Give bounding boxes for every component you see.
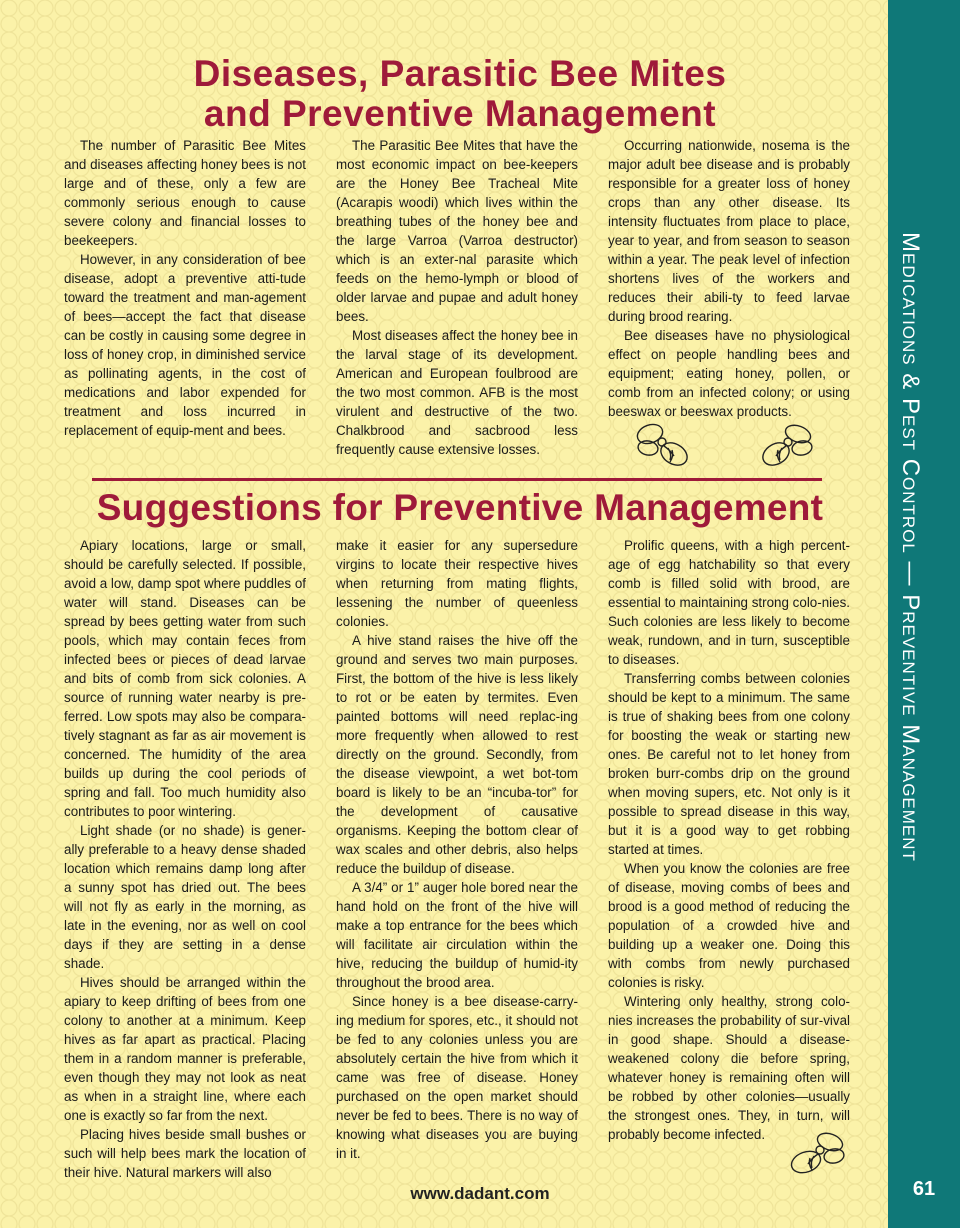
paragraph: Most diseases affect the honey bee in the larval stage of its development. American and European foulbrood are the two most common. AFB is the most virulent and destructive of the two. Chalkbrood and sacbrood less frequently cause extensive losses.: [336, 328, 578, 457]
paragraph: Wintering only healthy, strong colo-nies increases the probability of sur-vival in good shape. Should a disease-weakened colony die before spring, whatever honey is remaining often will be robbed by other colonies—usually the strongest ones. They, in turn, will probably become infected.: [608, 994, 850, 1142]
paragraph: When you know the colonies are free of disease, moving combs of bees and brood is a good method of reducing the population of a crowded hive and building up a weaker one. Doing this with combs from newly purchased colonies is risky.: [608, 861, 850, 990]
paragraph: A 3/4” or 1” auger hole bored near the hand hold on the front of the hive will make a top entrance for the bees which will facilitate air circulation within the hive, reducing the buildup of humid-ity throughout the brood area.: [336, 880, 578, 990]
bee-icon: [786, 1130, 850, 1180]
paragraph: A hive stand raises the hive off the ground and serves two main purposes. First, the bottom of the hive is less likely to rot or be eaten by termites. Even painted bottoms will need replac-ing more frequently when allowed to rest directly on the ground. Secondly, from the disease viewpoint, a wet bot-tom board is likely to be an “incuba-tor” for the development of causative organisms. Keeping the bottom clear of wax scales and other debris, also helps reduce the buildup of disease.: [336, 633, 578, 876]
bee-icon: [632, 420, 694, 472]
paragraph: Since honey is a bee disease-carry-ing medium for spores, etc., it should not be fed to any colonies unless you are absolutely certain the hive from which it came was free of disease. Honey purchased on the open market should never be fed to bees. There is no way of knowing what diseases you are buying in it.: [336, 994, 578, 1161]
section-divider: [92, 478, 822, 481]
section2-column-1: [64, 536, 306, 1182]
paragraph: Occurring nationwide, nosema is the major adult bee disease and is probably responsible for a greater loss of honey crops than any other disease. Its intensity fluctuates from place to place, year to year, and from season to season within a year. The peak level of infection shortens lives of the workers and reduces their abili-ty to feed larvae during brood rearing.: [608, 138, 850, 324]
paragraph: Bee diseases have no physiological effect on people handling bees and equipment; eating honey, pollen, or comb from an infected colony; or using beeswax or beeswax products.: [608, 328, 850, 419]
paragraph: The number of Parasitic Bee Mites and diseases affecting honey bees is not large and of these, only a few are commonly serious enough to cause severe colony and financial losses to beekeepers.: [64, 138, 306, 248]
paragraph: Light shade (or no shade) is gener-ally preferable to a heavy dense shaded location which remains damp long after a sunny spot has dried out. The bees will not fly as early in the morning, as late in the evening, nor as well on cool days if they are setting in a dense shade.: [64, 823, 306, 971]
bee-icon: [756, 422, 818, 472]
paragraph: Apiary locations, large or small, should be carefully selected. If possible, avoid a low, damp spot where puddles of water will stand. Diseases can be spread by bees getting water from such pools, which may contain feces from infected bees or pieces of dead larvae and bits of comb from sick colonies. A source of running water nearby is pre-ferred. Low spots may also be compara-tively stagnant as far as air movement is concerned. The humidity of the area builds up during the cool periods of spring and fall. Too much humidity also contributes to poor wintering.: [64, 538, 306, 819]
section2-title: Suggestions for Preventive Management: [96, 487, 824, 528]
paragraph: Prolific queens, with a high percent-age of egg hatchability so that every comb is filled solid with brood, are essential to maintaining strong colo-nies. Such colonies are less likely to become weak, rundown, and in turn, susceptible to diseases.: [608, 538, 850, 667]
section1-title-line2: and Preventive Management: [203, 93, 717, 134]
paragraph: The Parasitic Bee Mites that have the most economic impact on bee-keepers are the Honey Bee Tracheal Mite (Acarapis woodi) which lives within the breathing tubes of the honey bee and the large Varroa (Varroa destructor) which is an exter-nal parasite which feeds on the hemo-lymph or blood of older larvae and pupae and adult honey bees.: [336, 138, 578, 324]
section1-column-3: [608, 136, 850, 421]
section1-column-2: [336, 136, 578, 459]
paragraph: make it easier for any supersedure virgins to locate their respective hives when returning from mating flights, lessening the number of queenless colonies.: [336, 538, 578, 629]
paragraph: Hives should be arranged within the apiary to keep drifting of bees from one colony to another at a minimum. Keep hives as far apart as practical. Placing them in a random manner is preferable, even though they may not look as neat as when in a straight line, where each one is exactly so far from the next.: [64, 975, 306, 1123]
section1-title: [100, 54, 820, 134]
section2-column-2: [336, 536, 578, 1163]
section1-title-line1: Diseases, Parasitic Bee Mites: [193, 53, 727, 94]
page-number: 61: [912, 1178, 936, 1200]
website-url[interactable]: www.dadant.com: [410, 1184, 550, 1203]
section1-column-1: [64, 136, 306, 440]
paragraph: However, in any consideration of bee disease, adopt a preventive atti-tude toward the treatment and man-agement of bees—accept the fact that disease can be costly in causing some degree in loss of honey crop, in diminished service as pollinating agents, in the cost of medications and labor expended for treatment and loss incurred in replacement of equip-ment and bees.: [64, 252, 306, 438]
section2-column-3: [608, 536, 850, 1144]
sidebar-title: Medications & Pest Control — Preventive Management: [897, 232, 924, 862]
paragraph: Placing hives beside small bushes or such will help bees mark the location of their hive. Natural markers will also: [64, 1127, 306, 1180]
paragraph: Transferring combs between colonies should be kept to a minimum. The same is true of shaking bees from one colony for boosting the weak or starting new ones. Be careful not to let honey from broken burr-combs drip on the ground when moving supers, etc. Not only is it possible to spread disease in this way, but it is a good way to get robbing started at times.: [608, 671, 850, 857]
